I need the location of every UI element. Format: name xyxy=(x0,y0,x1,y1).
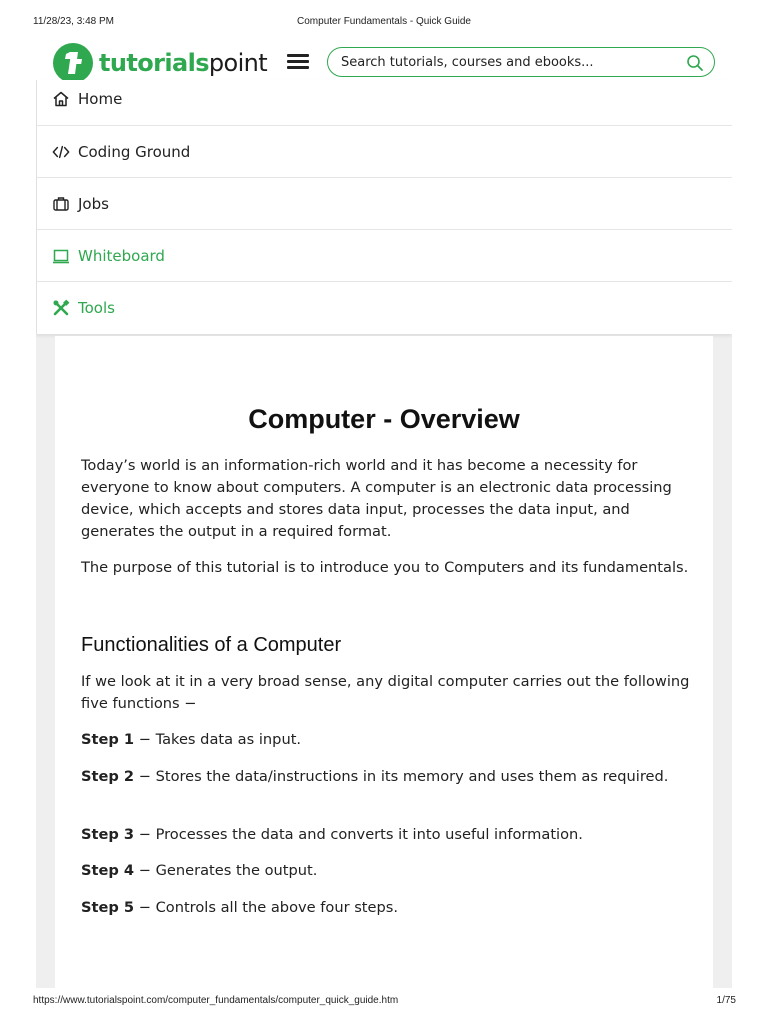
nav-item-whiteboard[interactable] xyxy=(37,230,732,282)
step-item xyxy=(81,860,691,882)
hamburger-menu-icon[interactable] xyxy=(287,52,309,70)
article-intro: Today’s world is an information-rich world and it has become a necessity for everyone to know about computers. A computer is an electronic data processing device, which accepts and stores data input, processes the data input, and generates the output in a required format. xyxy=(81,457,672,540)
nav-item-home[interactable] xyxy=(37,80,732,126)
nav-menu xyxy=(36,80,732,334)
print-footer xyxy=(0,995,768,1009)
logo-text xyxy=(99,43,267,83)
print-url: https://www.tutorialspoint.com/computer_fundamentals/computer_quick_guide.htm xyxy=(33,995,399,1006)
article-card xyxy=(55,336,713,988)
nav-item-label: Whiteboard xyxy=(78,246,165,265)
step-text: − Controls all the above four steps. xyxy=(134,899,399,916)
print-title: Computer Fundamentals - Quick Guide xyxy=(297,16,471,27)
section-intro: If we look at it in a very broad sense, any digital computer carries out the following five functions − xyxy=(81,673,690,712)
step-text: − Generates the output. xyxy=(134,862,318,879)
logo-text-green: tutorials xyxy=(99,49,209,77)
step-label: Step 2 xyxy=(81,768,135,785)
search-box xyxy=(327,47,715,77)
logo-text-dark: point xyxy=(208,49,268,77)
nav-item-label: Coding Ground xyxy=(78,142,191,161)
logo-mark-icon xyxy=(53,43,93,83)
tools-icon xyxy=(52,299,70,317)
section-title: Functionalities of a Computer xyxy=(81,634,342,656)
article-purpose: The purpose of this tutorial is to introduce you to Computers and its fundamentals. xyxy=(81,559,689,576)
tutorialspoint-logo[interactable] xyxy=(53,43,267,83)
search-icon[interactable] xyxy=(686,54,704,72)
step-label: Step 4 xyxy=(81,862,135,879)
print-datetime: 11/28/23, 3:48 PM xyxy=(33,16,114,27)
nav-item-label: Home xyxy=(78,90,123,108)
step-text: − Processes the data and converts it into useful information. xyxy=(134,826,583,843)
whiteboard-icon xyxy=(52,247,70,265)
print-page-number: 1/75 xyxy=(716,995,736,1006)
nav-item-coding-ground[interactable] xyxy=(37,126,732,178)
step-item xyxy=(81,824,691,846)
home-icon xyxy=(52,90,70,108)
step-label: Step 1 xyxy=(81,731,135,748)
step-item xyxy=(81,897,691,919)
code-icon xyxy=(52,143,70,161)
nav-item-label: Tools xyxy=(78,299,115,317)
page-frame xyxy=(36,32,732,988)
step-item xyxy=(81,766,691,788)
step-text: − Takes data as input. xyxy=(134,731,302,748)
nav-item-label: Jobs xyxy=(78,194,109,213)
nav-item-jobs[interactable] xyxy=(37,178,732,230)
briefcase-icon xyxy=(52,195,70,213)
print-header xyxy=(0,16,768,30)
step-label: Step 5 xyxy=(81,899,135,916)
step-label: Step 3 xyxy=(81,826,135,843)
article-title: Computer - Overview xyxy=(248,404,520,434)
search-input[interactable] xyxy=(341,55,681,70)
step-item xyxy=(81,729,691,751)
step-text: − Stores the data/instructions in its memory and uses them as required. xyxy=(134,768,669,785)
nav-item-tools[interactable] xyxy=(37,282,732,334)
